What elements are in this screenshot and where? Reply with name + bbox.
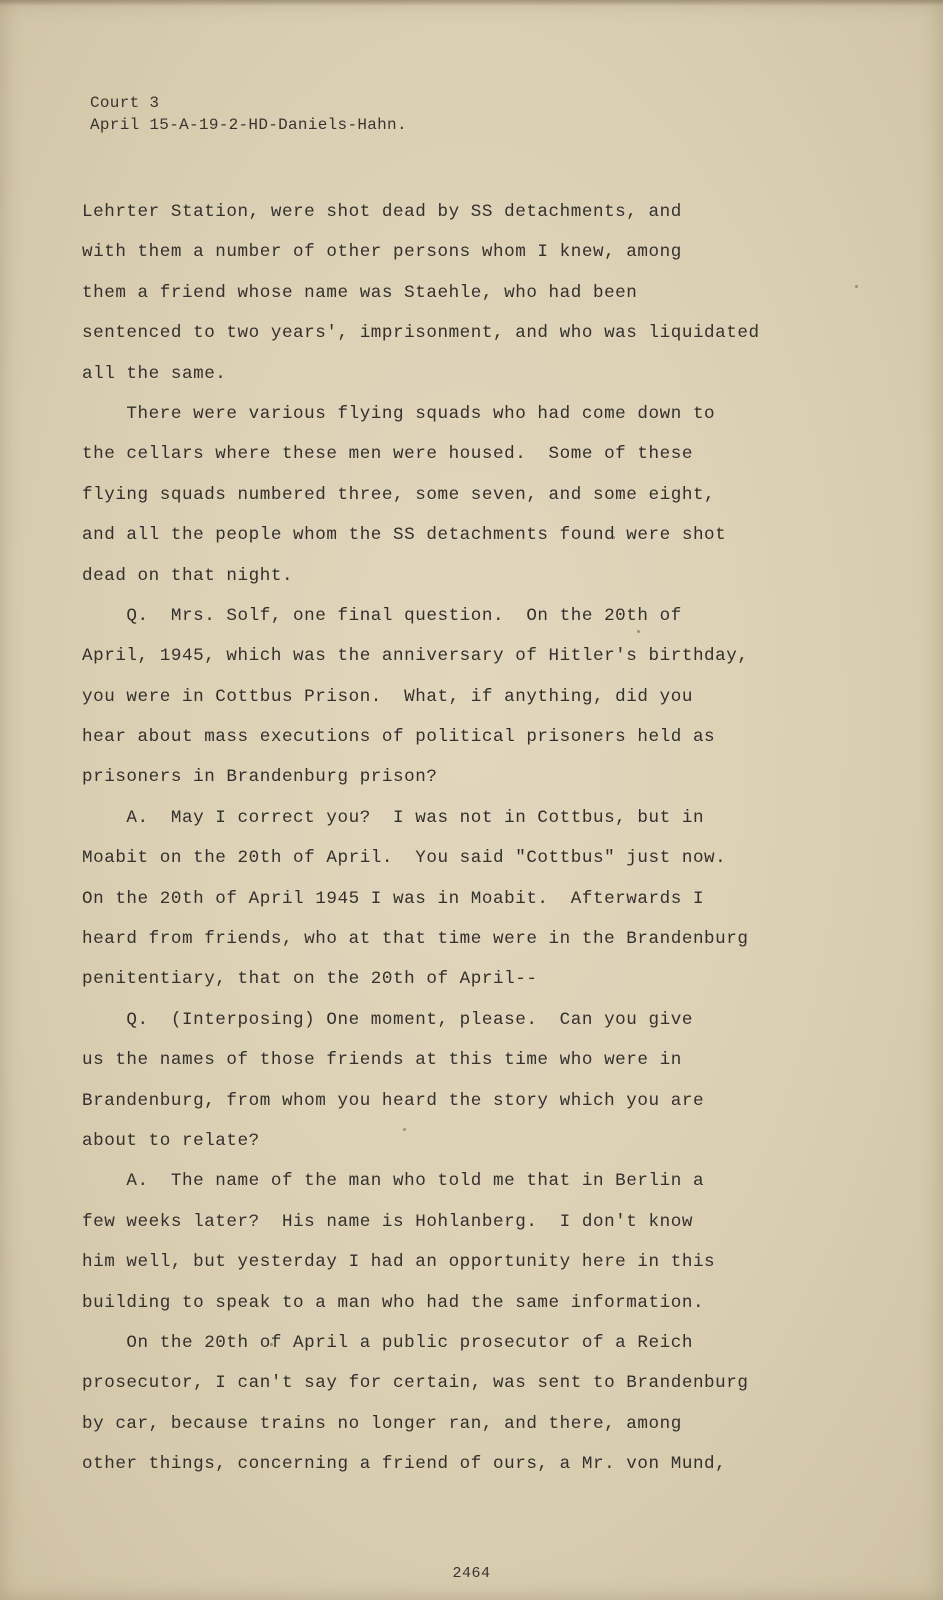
text-line: prosecutor, I can't say for certain, was sent to Brandenburg — [82, 1373, 749, 1394]
text-line: Brandenburg, from whom you heard the story which you are — [82, 1090, 705, 1111]
text-line: Q. Mrs. Solf, one final question. On the 20th of — [82, 605, 682, 626]
document-header — [90, 92, 407, 136]
text-line: A. May I correct you? I was not in Cottbus, but in — [82, 807, 705, 828]
paper-speck — [270, 1343, 273, 1346]
text-line: with them a number of other persons whom I knew, among — [82, 242, 682, 263]
paper-speck — [637, 630, 640, 633]
text-line: On the 20th of April a public prosecutor of a Reich — [82, 1332, 693, 1353]
text-line: A. The name of the man who told me that in Berlin a — [82, 1171, 705, 1192]
court-label: Court 3 — [90, 94, 160, 112]
text-line: all the same. — [82, 363, 227, 384]
text-line: flying squads numbered three, some seven, and some eight, — [82, 484, 716, 505]
paper-speck — [612, 536, 615, 539]
text-line: prisoners in Brandenburg prison? — [82, 767, 438, 788]
text-line: hear about mass executions of political prisoners held as — [82, 727, 716, 748]
text-line: building to speak to a man who had the same information. — [82, 1292, 705, 1313]
paper-speck — [855, 285, 858, 288]
text-line: On the 20th of April 1945 I was in Moabit. Afterwards I — [82, 888, 705, 909]
transcript-reference: April 15-A-19-2-HD-Daniels-Hahn. — [90, 116, 407, 134]
page-number: 2464 — [452, 1565, 491, 1582]
text-line: and all the people whom the SS detachments found were shot — [82, 525, 727, 546]
text-line: by car, because trains no longer ran, and there, among — [82, 1413, 682, 1434]
text-line: penitentiary, that on the 20th of April-- — [82, 969, 538, 990]
text-line: few weeks later? His name is Hohlanberg. I don't know — [82, 1211, 693, 1232]
text-line: sentenced to two years', imprisonment, and who was liquidated — [82, 323, 760, 344]
text-line: about to relate? — [82, 1130, 260, 1151]
text-line: him well, but yesterday I had an opportunity here in this — [82, 1252, 716, 1273]
text-line: the cellars where these men were housed. Some of these — [82, 444, 693, 465]
text-line: There were various flying squads who had come down to — [82, 403, 716, 424]
text-line: Moabit on the 20th of April. You said "Cottbus" just now. — [82, 848, 727, 869]
text-line: dead on that night. — [82, 565, 294, 586]
text-line: Q. (Interposing) One moment, please. Can you give — [82, 1009, 693, 1030]
text-line: you were in Cottbus Prison. What, if anything, did you — [82, 686, 693, 707]
transcript-body — [82, 192, 872, 1485]
text-line: April, 1945, which was the anniversary of Hitler's birthday, — [82, 646, 749, 667]
text-line: heard from friends, who at that time were in the Brandenburg — [82, 929, 749, 950]
text-line: us the names of those friends at this time who were in — [82, 1050, 682, 1071]
paper-speck — [403, 1128, 406, 1131]
text-line: Lehrter Station, were shot dead by SS detachments, and — [82, 202, 682, 222]
text-line: other things, concerning a friend of ours, a Mr. von Mund, — [82, 1454, 727, 1475]
text-line: them a friend whose name was Staehle, who had been — [82, 282, 638, 303]
